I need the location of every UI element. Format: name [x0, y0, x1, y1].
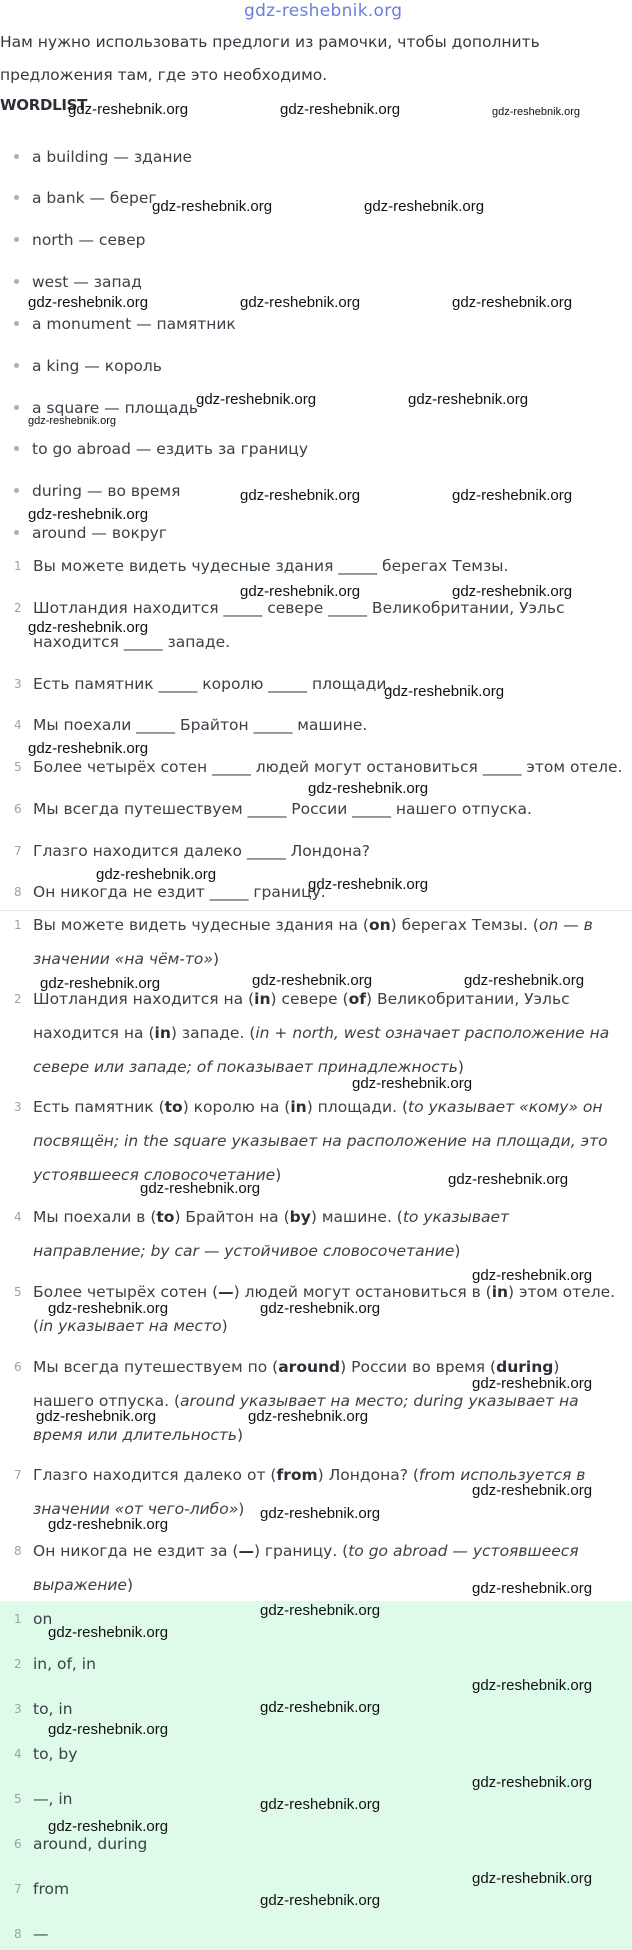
wordlist-item: a building — здание: [14, 148, 192, 166]
solution-item: 3 Есть памятник (to) королю на (in) площади. (to указывает «кому» он посвящён; in the square указывает на расположение на площади, это устоявшееся словосочетание): [14, 1098, 608, 1184]
watermark: gdz-reshebnik.org: [28, 740, 149, 757]
exercise-item: 1 Вы можете видеть чудесные здания _____ берегах Темзы.: [14, 557, 509, 575]
wordlist-item: a monument — памятник: [14, 315, 236, 333]
bullet-icon: [14, 488, 19, 493]
solution-item: 2 Шотландия находится на (in) севере (of) Великобритании, Уэльс находится на (in) западе. (in + north, west означает расположение на севере или западе; of показывает принадлежность): [14, 990, 610, 1076]
watermark: gdz-reshebnik.org: [472, 1677, 593, 1694]
watermark: gdz-reshebnik.org: [240, 583, 361, 600]
watermark: gdz-reshebnik.org: [308, 780, 429, 797]
watermark: gdz-reshebnik.org: [152, 198, 273, 215]
watermark: gdz-reshebnik.org: [452, 294, 573, 311]
bullet-icon: [14, 321, 19, 326]
watermark: gdz-reshebnik.org: [196, 391, 317, 408]
watermark: gdz-reshebnik.org: [280, 101, 401, 118]
watermark: gdz-reshebnik.org: [472, 1580, 593, 1597]
watermark: gdz-reshebnik.org: [448, 1171, 569, 1188]
wordlist-item: during — во время: [14, 482, 180, 500]
exercise-item: 8 Он никогда не ездит _____ границу.: [14, 883, 326, 901]
watermark: gdz-reshebnik.org: [260, 1602, 381, 1619]
watermark: gdz-reshebnik.org: [48, 1516, 169, 1533]
solution-item: 6 Мы всегда путешествуем по (around) России во время (during) нашего отпуска. (around указывает на место; during указывает на время или длительность): [14, 1358, 579, 1444]
exercise-item: 6 Мы всегда путешествуем _____ России _____ нашего отпуска.: [14, 800, 532, 818]
bullet-icon: [14, 446, 19, 451]
watermark: gdz-reshebnik.org: [260, 1699, 381, 1716]
watermark: gdz-reshebnik.org: [48, 1624, 169, 1641]
watermark: gdz-reshebnik.org: [452, 487, 573, 504]
watermark: gdz-reshebnik.org: [28, 506, 149, 523]
watermark: gdz-reshebnik.org: [48, 1818, 169, 1835]
watermark: gdz-reshebnik.org: [492, 106, 581, 118]
answer-item: 2 in, of, in: [14, 1655, 96, 1673]
exercise-item: 7 Глазго находится далеко _____ Лондона?: [14, 842, 370, 860]
watermark: gdz-reshebnik.org: [36, 1408, 157, 1425]
watermark: gdz-reshebnik.org: [68, 101, 189, 118]
solution-item: 4 Мы поехали в (to) Брайтон на (by) машине. (to указывает направление; by car — устойчивое словосочетание): [14, 1208, 510, 1260]
watermark: gdz-reshebnik.org: [240, 294, 361, 311]
watermark: gdz-reshebnik.org: [472, 1375, 593, 1392]
exercise-item: 2 Шотландия находится _____ севере _____ Великобритании, Уэльс: [14, 599, 565, 617]
answer-item: 5 —, in: [14, 1790, 73, 1808]
bullet-icon: [14, 154, 19, 159]
answer-item: 1 on: [14, 1610, 53, 1628]
bullet-icon: [14, 195, 19, 200]
bullet-icon: [14, 237, 19, 242]
answer-item: 4 to, by: [14, 1745, 78, 1763]
watermark: gdz-reshebnik.org: [472, 1870, 593, 1887]
watermark: gdz-reshebnik.org: [260, 1505, 381, 1522]
wordlist-item: a square — площадь: [14, 399, 198, 417]
watermark: gdz-reshebnik.org: [452, 583, 573, 600]
watermark: gdz-reshebnik.org: [260, 1796, 381, 1813]
watermark: gdz-reshebnik.org: [384, 683, 505, 700]
exercise-item: 3 Есть памятник _____ королю _____ площади.: [14, 675, 392, 693]
watermark: gdz-reshebnik.org: [28, 415, 117, 427]
wordlist-item: a bank — берег: [14, 189, 157, 207]
wordlist-item: to go abroad — ездить за границу: [14, 440, 308, 458]
watermark: gdz-reshebnik.org: [28, 619, 149, 636]
exercise-item: 5 Более четырёх сотен _____ людей могут остановиться _____ этом отеле.: [14, 758, 623, 776]
watermark: gdz-reshebnik.org: [352, 1075, 473, 1092]
site-logo: gdz-reshebnik.org: [244, 1, 403, 21]
watermark: gdz-reshebnik.org: [472, 1482, 593, 1499]
wordlist-item: around — вокруг: [14, 524, 167, 542]
watermark: gdz-reshebnik.org: [472, 1774, 593, 1791]
wordlist-item: north — север: [14, 231, 146, 249]
watermark: gdz-reshebnik.org: [260, 1892, 381, 1909]
watermark: gdz-reshebnik.org: [364, 198, 485, 215]
watermark: gdz-reshebnik.org: [472, 1267, 593, 1284]
watermark: gdz-reshebnik.org: [252, 972, 373, 989]
watermark: gdz-reshebnik.org: [140, 1180, 261, 1197]
watermark: gdz-reshebnik.org: [308, 876, 429, 893]
answer-item: 3 to, in: [14, 1700, 73, 1718]
bullet-icon: [14, 363, 19, 368]
exercise-item: 4 Мы поехали _____ Брайтон _____ машине.: [14, 716, 368, 734]
watermark: gdz-reshebnik.org: [48, 1721, 169, 1738]
wordlist-item: a king — король: [14, 357, 162, 375]
watermark: gdz-reshebnik.org: [40, 975, 161, 992]
bullet-icon: [14, 530, 19, 535]
bullet-icon: [14, 405, 19, 410]
solution-item: 8 Он никогда не ездит за (—) границу. (to go abroad — устоявшееся выражение): [14, 1542, 579, 1594]
solution-item: 1 Вы можете видеть чудесные здания на (on) берегах Темзы. (on — в значении «на чём-то»): [14, 916, 593, 968]
solution-item: 5 Более четырёх сотен (—) людей могут остановиться в (in) этом отеле. (in указывает на место): [14, 1283, 616, 1335]
watermark: gdz-reshebnik.org: [408, 391, 529, 408]
watermark: gdz-reshebnik.org: [464, 972, 585, 989]
wordlist-item: west — запад: [14, 273, 142, 291]
intro-text: Нам нужно использовать предлоги из рамочки, чтобы дополнить предложения там, где это необходимо.: [0, 33, 540, 84]
answer-item: 7 from: [14, 1880, 70, 1898]
bullet-icon: [14, 279, 19, 284]
watermark: gdz-reshebnik.org: [48, 1300, 169, 1317]
answer-item: 6 around, during: [14, 1835, 148, 1853]
wordlist-label: WORDLIST: [0, 96, 88, 114]
answer-item: 8 —: [14, 1925, 49, 1943]
watermark: gdz-reshebnik.org: [248, 1408, 369, 1425]
exercise-item-continuation: находится _____ западе.: [33, 633, 231, 651]
watermark: gdz-reshebnik.org: [260, 1300, 381, 1317]
watermark: gdz-reshebnik.org: [28, 294, 149, 311]
watermark: gdz-reshebnik.org: [240, 487, 361, 504]
solution-item: 7 Глазго находится далеко от (from) Лондона? (from используется в значении «от чего-либо»): [14, 1466, 586, 1518]
watermark: gdz-reshebnik.org: [96, 866, 217, 883]
